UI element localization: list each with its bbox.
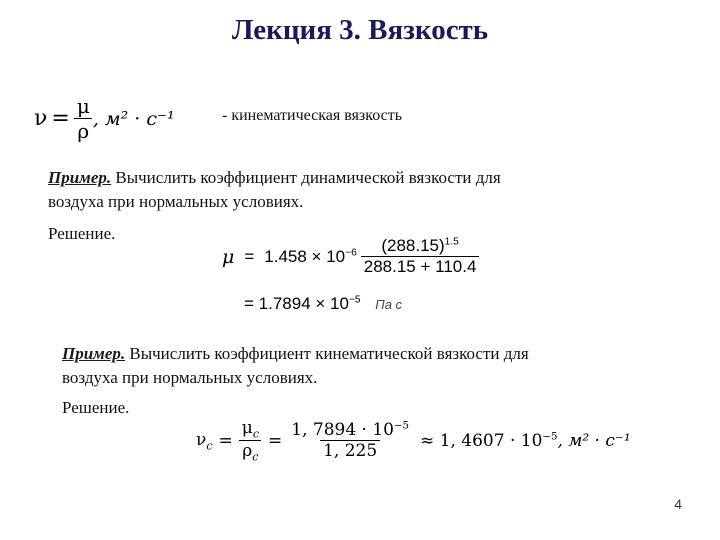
dynamic-viscosity-result [244,294,402,314]
numeric-fraction [288,420,412,461]
approx-exp: −5 [542,431,558,443]
example2-text [62,342,682,390]
equals-sign: = [244,246,255,266]
num-base: 1, 7894 · 10 [291,420,394,441]
num-base: (288.15) [381,236,445,255]
page-number: 4 [674,496,682,512]
equals-sign: = [218,430,233,451]
denominator: 1, 225 [320,440,380,461]
solution-label: Решение. [62,398,130,417]
equals-sign-2: = [268,430,283,451]
approx-result [420,431,557,451]
kinematic-viscosity-calculation [196,418,631,464]
dynamic-viscosity-formula [222,236,479,277]
temperature-fraction [361,236,480,277]
nu-c [196,430,213,452]
equals-sign: = [51,106,70,131]
mu-symbol: μ [222,245,235,268]
rho-sub: с [252,450,259,464]
units: , м² · с⁻¹ [557,430,631,451]
example-label: Пример. [48,168,112,187]
num-exp: −5 [393,420,410,432]
units: , м² · с⁻¹ [92,107,175,130]
denominator: ρ [74,118,92,143]
result-exp: −5 [348,294,361,306]
rho-symbol: ρ [242,441,253,462]
coef-base: 1.458 × 10 [264,246,346,266]
solution-label: Решение. [48,224,116,243]
page-title: Лекция 3. Вязкость [231,14,489,46]
coefficient [264,247,356,267]
denominator: 288.15 + 110.4 [361,256,480,277]
mu-sub: с [252,427,259,441]
numerator: μ [76,94,90,118]
mu-over-rho [74,94,93,143]
numerator [378,236,462,256]
unit-label: Па с [375,297,403,312]
example-line1: Вычислить коэффициент динамической вязкости для [115,168,501,187]
numerator [288,420,412,440]
nu-symbol: ν [34,106,48,131]
coef-exp: −6 [345,246,357,258]
example-line2: воздуха при нормальных условиях. [62,368,318,387]
example-line2: воздуха при нормальных условиях. [48,192,304,211]
approx-base: ≈ 1, 4607 · 10 [420,430,543,451]
mu-over-rho-fraction [239,418,262,464]
nu-symbol: ν [196,429,207,450]
example-line1: Вычислить коэффициент кинематической вязкости для [129,344,529,363]
example1-text [48,166,668,214]
nu-sub: с [206,439,213,453]
example-label: Пример. [62,344,126,363]
mu-symbol: μ [241,418,253,438]
num-exp: 1.5 [444,236,459,248]
numerator [239,418,262,440]
formula-description: - кинематическая вязкость [222,107,402,124]
kinematic-viscosity-formula [34,94,175,143]
denominator [239,440,261,463]
result-base: = 1.7894 × 10 [244,294,349,313]
